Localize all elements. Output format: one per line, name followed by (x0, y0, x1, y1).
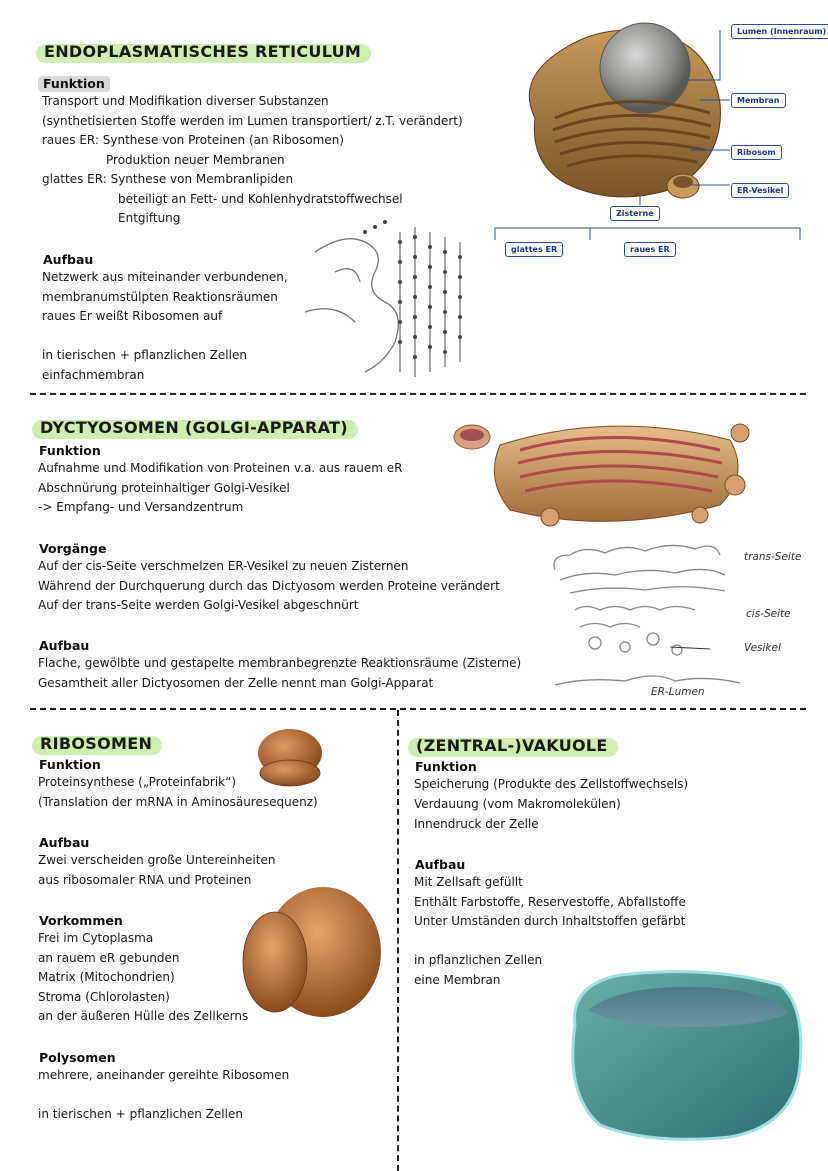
ribo-aufbau-line: Zwei verscheiden große Untereinheiten (38, 853, 276, 867)
ribo-funktion-heading: Funktion (39, 757, 101, 772)
er-line-drawing (305, 212, 480, 382)
er-label-vesikel: ER-Vesikel (731, 183, 789, 198)
golgi-title: DYCTYOSOMEN (GOLGI-APPARAT) (34, 416, 358, 439)
er-funktion-line: Transport und Modifikation diverser Substanzen (42, 94, 329, 108)
er-funktion-line: Entgiftung (118, 211, 181, 225)
golgi-aufbau-line: Gesamtheit aller Dictyosomen der Zelle nennt man Golgi-Apparat (38, 676, 434, 690)
golgi-funktion-line: Abschnürung proteinhaltiger Golgi-Vesikel (38, 481, 290, 495)
golgi-line-diagram (545, 535, 745, 700)
er-aufbau-line: raues Er weißt Ribosomen auf (42, 309, 223, 323)
ribo-title: RIBOSOMEN (34, 732, 162, 755)
vak-aufbau-line: Unter Umständen durch Inhaltstoffen gefärbt (414, 914, 686, 928)
ribo-vorkommen-heading: Vorkommen (39, 913, 123, 928)
er-aufbau-heading: Aufbau (43, 252, 94, 267)
golgi-vorgaenge-heading: Vorgänge (39, 541, 107, 556)
ribo-vorkommen-line: Matrix (Mitochondrien) (38, 970, 175, 984)
golgi-funktion-heading: Funktion (39, 443, 101, 458)
vak-funktion-line: Verdauung (vom Makromolekülen) (414, 797, 621, 811)
golgi-vorgaenge-line: Während der Durchquerung durch das Dictyosom werden Proteine verändert (38, 579, 500, 593)
ribo-vorkommen-line: Stroma (Chlorolasten) (38, 990, 170, 1004)
er-funktion-line: raues ER: Synthese von Proteinen (an Ribosomen) (42, 133, 344, 147)
golgi-aufbau-heading: Aufbau (39, 638, 90, 653)
golgi-vorgaenge-line: Auf der cis-Seite verschmelzen ER-Vesikel zu neuen Zisternen (38, 559, 409, 573)
ribo-polysomen-line: in tierischen + pflanzlichen Zellen (38, 1107, 243, 1121)
golgi-vorgaenge-line: Auf der trans-Seite werden Golgi-Vesikel abgeschnürt (38, 598, 359, 612)
er-title: ENDOPLASMATISCHES RETICULUM (38, 40, 371, 63)
ribo-aufbau-heading: Aufbau (39, 835, 90, 850)
ribo-aufbau-line: aus ribosomaler RNA und Proteinen (38, 873, 252, 887)
golgi-label-trans: trans-Seite (744, 551, 802, 563)
golgi-label-vesikel: Vesikel (744, 642, 781, 654)
golgi-funktion-line: -> Empfang- und Versandzentrum (38, 500, 244, 514)
ribo-funktion-line: Proteinsynthese („Proteinfabrik“) (38, 775, 237, 789)
vak-aufbau-line: Mit Zellsaft gefüllt (414, 875, 523, 889)
er-funktion-line: beteiligt an Fett- und Kohlenhydratstoffwechsel (118, 192, 403, 206)
er-aufbau-line: Netzwerk aus miteinander verbundenen, (42, 270, 288, 284)
golgi-label-cis: cis-Seite (746, 608, 791, 620)
golgi-3d-illustration (450, 405, 760, 535)
vak-funktion-line: Innendruck der Zelle (414, 817, 539, 831)
er-label-glattes: glattes ER (505, 242, 563, 257)
vak-funktion-line: Speicherung (Produkte des Zellstoffwechsels) (414, 777, 689, 791)
vak-aufbau-line: eine Membran (414, 973, 501, 987)
section-divider (30, 393, 806, 395)
ribo-vorkommen-line: Frei im Cytoplasma (38, 931, 154, 945)
er-label-raues: raues ER (624, 242, 676, 257)
er-funktion-line: glattes ER: Synthese von Membranlipiden (42, 172, 294, 186)
er-label-zisterne: Zisterne (610, 206, 660, 221)
ribo-vorkommen-line: an rauem eR gebunden (38, 951, 180, 965)
ribo-polysomen-line: mehrere, aneinander gereihte Ribosomen (38, 1068, 290, 1082)
vak-aufbau-line: in pflanzlichen Zellen (414, 953, 543, 967)
er-funktion-line: Produktion neuer Membranen (106, 153, 285, 167)
er-aufbau-line: in tierischen + pflanzlichen Zellen (42, 348, 247, 362)
vak-aufbau-heading: Aufbau (415, 857, 466, 872)
er-label-ribosom: Ribosom (731, 145, 782, 160)
ribosome-small-illustration (250, 725, 325, 790)
er-label-membran: Membran (731, 93, 786, 108)
er-label-lumen: Lumen (Innenraum) (731, 24, 828, 39)
er-aufbau-line: einfachmembran (42, 368, 145, 382)
ribo-funktion-line: (Translation der mRNA in Aminosäuresequenz) (38, 795, 318, 809)
er-aufbau-line: membranumstülpten Reaktionsräumen (42, 290, 278, 304)
section-divider (30, 708, 806, 710)
vak-aufbau-line: Enthält Farbstoffe, Reservestoffe, Abfallstoffe (414, 895, 686, 909)
er-funktion-heading: Funktion (38, 76, 110, 92)
vacuole-illustration (560, 965, 810, 1145)
ribo-vorkommen-line: an der äußeren Hülle des Zellkerns (38, 1009, 249, 1023)
vak-funktion-heading: Funktion (415, 759, 477, 774)
ribosome-large-illustration (235, 882, 385, 1022)
golgi-label-lumen: ER-Lumen (651, 686, 705, 698)
golgi-aufbau-line: Flache, gewölbte und gestapelte membranbegrenzte Reaktionsräume (Zisterne) (38, 656, 522, 670)
golgi-funktion-line: Aufnahme und Modifikation von Proteinen v.a. aus rauem eR (38, 461, 403, 475)
column-divider (397, 710, 399, 1171)
ribo-polysomen-heading: Polysomen (39, 1050, 116, 1065)
vak-title: (ZENTRAL-)VAKUOLE (410, 734, 618, 757)
er-funktion-line: (synthetisierten Stoffe werden im Lumen transportiert/ z.T. verändert) (42, 114, 463, 128)
